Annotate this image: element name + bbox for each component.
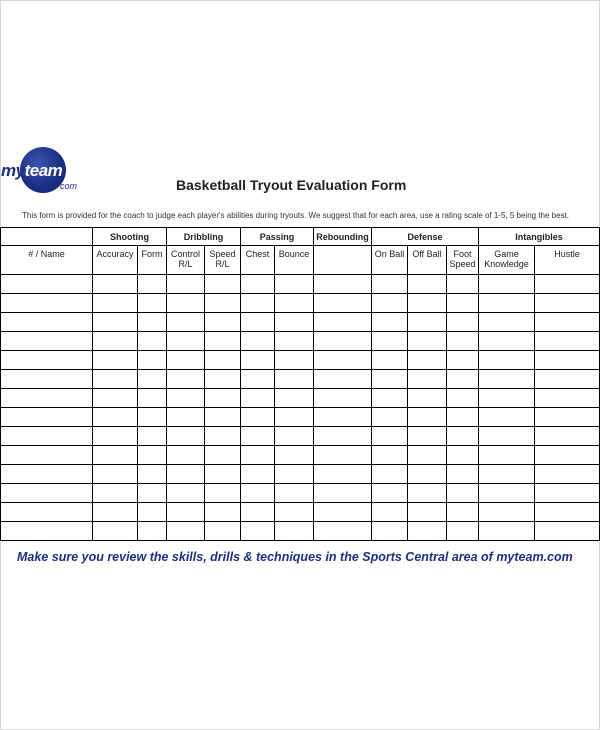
- rating-cell[interactable]: [205, 484, 241, 503]
- rating-cell[interactable]: [93, 408, 138, 427]
- rating-cell[interactable]: [138, 370, 167, 389]
- rating-cell[interactable]: [93, 389, 138, 408]
- rating-cell[interactable]: [535, 313, 600, 332]
- rating-cell[interactable]: [138, 313, 167, 332]
- rating-cell[interactable]: [314, 332, 372, 351]
- rating-cell[interactable]: [1, 484, 93, 503]
- table-row: [1, 522, 600, 541]
- logo-dotcom: com: [60, 181, 78, 191]
- table-row: [1, 313, 600, 332]
- table-row: [1, 484, 600, 503]
- rating-cell[interactable]: [447, 446, 479, 465]
- rating-cell[interactable]: [408, 313, 447, 332]
- rating-cell[interactable]: [241, 503, 275, 522]
- rating-cell[interactable]: [93, 332, 138, 351]
- rating-cell[interactable]: [167, 370, 205, 389]
- rating-cell[interactable]: [241, 446, 275, 465]
- table-row: [1, 332, 600, 351]
- rating-cell[interactable]: [93, 446, 138, 465]
- table-row: [1, 294, 600, 313]
- rating-cell[interactable]: [93, 294, 138, 313]
- rating-cell[interactable]: [205, 427, 241, 446]
- rating-cell[interactable]: [535, 294, 600, 313]
- rating-cell[interactable]: [447, 484, 479, 503]
- rating-cell[interactable]: [275, 389, 314, 408]
- rating-cell[interactable]: [408, 446, 447, 465]
- rating-cell[interactable]: [1, 503, 93, 522]
- rating-cell[interactable]: [479, 332, 535, 351]
- rating-cell[interactable]: [479, 313, 535, 332]
- group-blank: [1, 228, 93, 246]
- rating-cell[interactable]: [372, 313, 408, 332]
- rating-cell[interactable]: [535, 408, 600, 427]
- group-passing: Passing: [241, 228, 314, 246]
- group-rebounding: Rebounding: [314, 228, 372, 246]
- rating-cell[interactable]: [1, 465, 93, 484]
- rating-cell[interactable]: [275, 408, 314, 427]
- rating-cell[interactable]: [93, 465, 138, 484]
- rating-cell[interactable]: [275, 275, 314, 294]
- rating-cell[interactable]: [93, 370, 138, 389]
- rating-cell[interactable]: [241, 275, 275, 294]
- rating-cell[interactable]: [408, 351, 447, 370]
- rating-cell[interactable]: [314, 389, 372, 408]
- form-title: Basketball Tryout Evaluation Form: [176, 177, 407, 193]
- rating-cell[interactable]: [479, 484, 535, 503]
- myteam-logo: [0, 145, 90, 195]
- footer-note: Make sure you review the skills, drills & techniques in the Sports Central area of myteam.com: [17, 550, 573, 564]
- rating-cell[interactable]: [275, 427, 314, 446]
- rating-cell[interactable]: [138, 332, 167, 351]
- rating-cell[interactable]: [372, 503, 408, 522]
- rating-cell[interactable]: [1, 275, 93, 294]
- rating-cell[interactable]: [167, 503, 205, 522]
- rating-cell[interactable]: [167, 294, 205, 313]
- rating-cell[interactable]: [535, 389, 600, 408]
- rating-cell[interactable]: [408, 332, 447, 351]
- rating-cell[interactable]: [314, 522, 372, 541]
- column-header-row: [1, 246, 600, 275]
- rating-cell[interactable]: [93, 351, 138, 370]
- rating-cell[interactable]: [205, 332, 241, 351]
- rating-cell[interactable]: [479, 294, 535, 313]
- rating-cell[interactable]: [447, 427, 479, 446]
- rating-cell[interactable]: [205, 313, 241, 332]
- rating-cell[interactable]: [535, 446, 600, 465]
- rating-cell[interactable]: [535, 522, 600, 541]
- rating-cell[interactable]: [241, 351, 275, 370]
- rating-cell[interactable]: [479, 351, 535, 370]
- rating-cell[interactable]: [535, 332, 600, 351]
- rating-cell[interactable]: [138, 484, 167, 503]
- rating-cell[interactable]: [275, 465, 314, 484]
- rating-cell[interactable]: [1, 522, 93, 541]
- rating-cell[interactable]: [479, 465, 535, 484]
- rating-cell[interactable]: [314, 275, 372, 294]
- rating-cell[interactable]: [167, 427, 205, 446]
- rating-cell[interactable]: [408, 522, 447, 541]
- col-rebounding: [314, 246, 372, 275]
- rating-cell[interactable]: [372, 275, 408, 294]
- rating-cell[interactable]: [372, 427, 408, 446]
- rating-cell[interactable]: [408, 408, 447, 427]
- col-name: # / Name: [1, 246, 93, 275]
- rating-cell[interactable]: [408, 370, 447, 389]
- rating-cell[interactable]: [138, 446, 167, 465]
- rating-cell[interactable]: [314, 294, 372, 313]
- rating-cell[interactable]: [535, 275, 600, 294]
- table-row: [1, 389, 600, 408]
- col-hustle: Hustle: [535, 246, 600, 275]
- rating-cell[interactable]: [241, 427, 275, 446]
- rating-cell[interactable]: [447, 275, 479, 294]
- table-body: [1, 275, 600, 541]
- rating-cell[interactable]: [241, 294, 275, 313]
- rating-cell[interactable]: [479, 427, 535, 446]
- rating-cell[interactable]: [241, 484, 275, 503]
- rating-cell[interactable]: [314, 427, 372, 446]
- rating-cell[interactable]: [1, 408, 93, 427]
- table-row: [1, 446, 600, 465]
- rating-cell[interactable]: [314, 465, 372, 484]
- rating-cell[interactable]: [372, 446, 408, 465]
- rating-cell[interactable]: [447, 465, 479, 484]
- col-speed: Speed R/L: [205, 246, 241, 275]
- logo-wordmark: [1, 161, 62, 181]
- group-intangibles: Intangibles: [479, 228, 600, 246]
- rating-cell[interactable]: [138, 427, 167, 446]
- rating-cell[interactable]: [535, 503, 600, 522]
- rating-cell[interactable]: [93, 522, 138, 541]
- rating-cell[interactable]: [93, 427, 138, 446]
- rating-cell[interactable]: [372, 522, 408, 541]
- rating-cell[interactable]: [408, 427, 447, 446]
- rating-cell[interactable]: [93, 484, 138, 503]
- rating-cell[interactable]: [408, 275, 447, 294]
- rating-cell[interactable]: [314, 503, 372, 522]
- rating-cell[interactable]: [138, 389, 167, 408]
- rating-cell[interactable]: [314, 408, 372, 427]
- rating-cell[interactable]: [372, 370, 408, 389]
- rating-cell[interactable]: [479, 446, 535, 465]
- rating-cell[interactable]: [372, 484, 408, 503]
- rating-cell[interactable]: [372, 389, 408, 408]
- rating-cell[interactable]: [447, 408, 479, 427]
- rating-cell[interactable]: [372, 351, 408, 370]
- group-dribbling: Dribbling: [167, 228, 241, 246]
- rating-cell[interactable]: [447, 522, 479, 541]
- rating-cell[interactable]: [93, 275, 138, 294]
- rating-cell[interactable]: [372, 332, 408, 351]
- rating-cell[interactable]: [447, 294, 479, 313]
- rating-cell[interactable]: [167, 351, 205, 370]
- evaluation-table: [0, 227, 600, 541]
- rating-cell[interactable]: [408, 465, 447, 484]
- rating-cell[interactable]: [408, 503, 447, 522]
- rating-cell[interactable]: [138, 465, 167, 484]
- rating-cell[interactable]: [479, 408, 535, 427]
- group-shooting: Shooting: [93, 228, 167, 246]
- rating-cell[interactable]: [479, 503, 535, 522]
- rating-cell[interactable]: [1, 294, 93, 313]
- rating-cell[interactable]: [205, 389, 241, 408]
- rating-cell[interactable]: [447, 313, 479, 332]
- rating-cell[interactable]: [205, 370, 241, 389]
- rating-cell[interactable]: [479, 370, 535, 389]
- rating-cell[interactable]: [205, 503, 241, 522]
- rating-cell[interactable]: [447, 332, 479, 351]
- rating-cell[interactable]: [167, 313, 205, 332]
- rating-cell[interactable]: [205, 294, 241, 313]
- rating-cell[interactable]: [447, 389, 479, 408]
- rating-cell[interactable]: [479, 389, 535, 408]
- rating-cell[interactable]: [447, 503, 479, 522]
- rating-cell[interactable]: [1, 389, 93, 408]
- table-row: [1, 370, 600, 389]
- rating-cell[interactable]: [408, 294, 447, 313]
- rating-cell[interactable]: [138, 275, 167, 294]
- rating-cell[interactable]: [275, 351, 314, 370]
- rating-cell[interactable]: [205, 351, 241, 370]
- table-row: [1, 275, 600, 294]
- rating-cell[interactable]: [275, 370, 314, 389]
- col-control: Control R/L: [167, 246, 205, 275]
- rating-cell[interactable]: [205, 275, 241, 294]
- rating-cell[interactable]: [167, 446, 205, 465]
- rating-cell[interactable]: [167, 465, 205, 484]
- rating-cell[interactable]: [408, 389, 447, 408]
- rating-cell[interactable]: [314, 370, 372, 389]
- col-foot-speed: Foot Speed: [447, 246, 479, 275]
- rating-cell[interactable]: [535, 465, 600, 484]
- rating-cell[interactable]: [241, 408, 275, 427]
- rating-cell[interactable]: [1, 370, 93, 389]
- group-header-row: [1, 228, 600, 246]
- rating-cell[interactable]: [205, 446, 241, 465]
- rating-cell[interactable]: [314, 313, 372, 332]
- rating-cell[interactable]: [241, 313, 275, 332]
- rating-cell[interactable]: [241, 370, 275, 389]
- table-row: [1, 427, 600, 446]
- rating-cell[interactable]: [93, 313, 138, 332]
- rating-cell[interactable]: [275, 503, 314, 522]
- rating-cell[interactable]: [138, 294, 167, 313]
- rating-cell[interactable]: [447, 351, 479, 370]
- rating-cell[interactable]: [241, 522, 275, 541]
- rating-cell[interactable]: [479, 522, 535, 541]
- col-game-knowledge: Game Knowledge: [479, 246, 535, 275]
- rating-cell[interactable]: [241, 465, 275, 484]
- col-on-ball: On Ball: [372, 246, 408, 275]
- rating-cell[interactable]: [205, 465, 241, 484]
- table-row: [1, 351, 600, 370]
- rating-cell[interactable]: [1, 332, 93, 351]
- rating-cell[interactable]: [241, 332, 275, 351]
- rating-cell[interactable]: [535, 427, 600, 446]
- rating-cell[interactable]: [275, 484, 314, 503]
- rating-cell[interactable]: [535, 351, 600, 370]
- col-chest: Chest: [241, 246, 275, 275]
- logo-my: my: [1, 161, 25, 180]
- rating-cell[interactable]: [241, 389, 275, 408]
- rating-cell[interactable]: [479, 275, 535, 294]
- rating-cell[interactable]: [138, 522, 167, 541]
- rating-cell[interactable]: [372, 465, 408, 484]
- rating-cell[interactable]: [447, 370, 479, 389]
- rating-cell[interactable]: [138, 408, 167, 427]
- rating-cell[interactable]: [1, 446, 93, 465]
- rating-cell[interactable]: [314, 351, 372, 370]
- col-accuracy: Accuracy: [93, 246, 138, 275]
- rating-cell[interactable]: [372, 294, 408, 313]
- col-bounce: Bounce: [275, 246, 314, 275]
- rating-cell[interactable]: [167, 389, 205, 408]
- rating-cell[interactable]: [535, 484, 600, 503]
- rating-cell[interactable]: [275, 332, 314, 351]
- rating-cell[interactable]: [314, 446, 372, 465]
- table-row: [1, 465, 600, 484]
- rating-cell[interactable]: [1, 351, 93, 370]
- rating-cell[interactable]: [275, 294, 314, 313]
- rating-cell[interactable]: [1, 427, 93, 446]
- rating-cell[interactable]: [93, 503, 138, 522]
- rating-cell[interactable]: [275, 313, 314, 332]
- rating-cell[interactable]: [167, 522, 205, 541]
- col-form: Form: [138, 246, 167, 275]
- rating-cell[interactable]: [314, 484, 372, 503]
- rating-cell[interactable]: [167, 408, 205, 427]
- form-intro: This form is provided for the coach to judge each player's abilities during tryouts. We suggest that for each area, use a rating scale of 1-5, 5 being the best.: [22, 211, 570, 220]
- rating-cell[interactable]: [138, 351, 167, 370]
- rating-cell[interactable]: [205, 522, 241, 541]
- rating-cell[interactable]: [138, 503, 167, 522]
- rating-cell[interactable]: [167, 275, 205, 294]
- group-defense: Defense: [372, 228, 479, 246]
- rating-cell[interactable]: [167, 484, 205, 503]
- logo-team: team: [24, 161, 63, 180]
- rating-cell[interactable]: [408, 484, 447, 503]
- rating-cell[interactable]: [275, 522, 314, 541]
- col-off-ball: Off Ball: [408, 246, 447, 275]
- rating-cell[interactable]: [1, 313, 93, 332]
- table-row: [1, 503, 600, 522]
- rating-cell[interactable]: [205, 408, 241, 427]
- rating-cell[interactable]: [535, 370, 600, 389]
- rating-cell[interactable]: [275, 446, 314, 465]
- rating-cell[interactable]: [372, 408, 408, 427]
- table-row: [1, 408, 600, 427]
- rating-cell[interactable]: [167, 332, 205, 351]
